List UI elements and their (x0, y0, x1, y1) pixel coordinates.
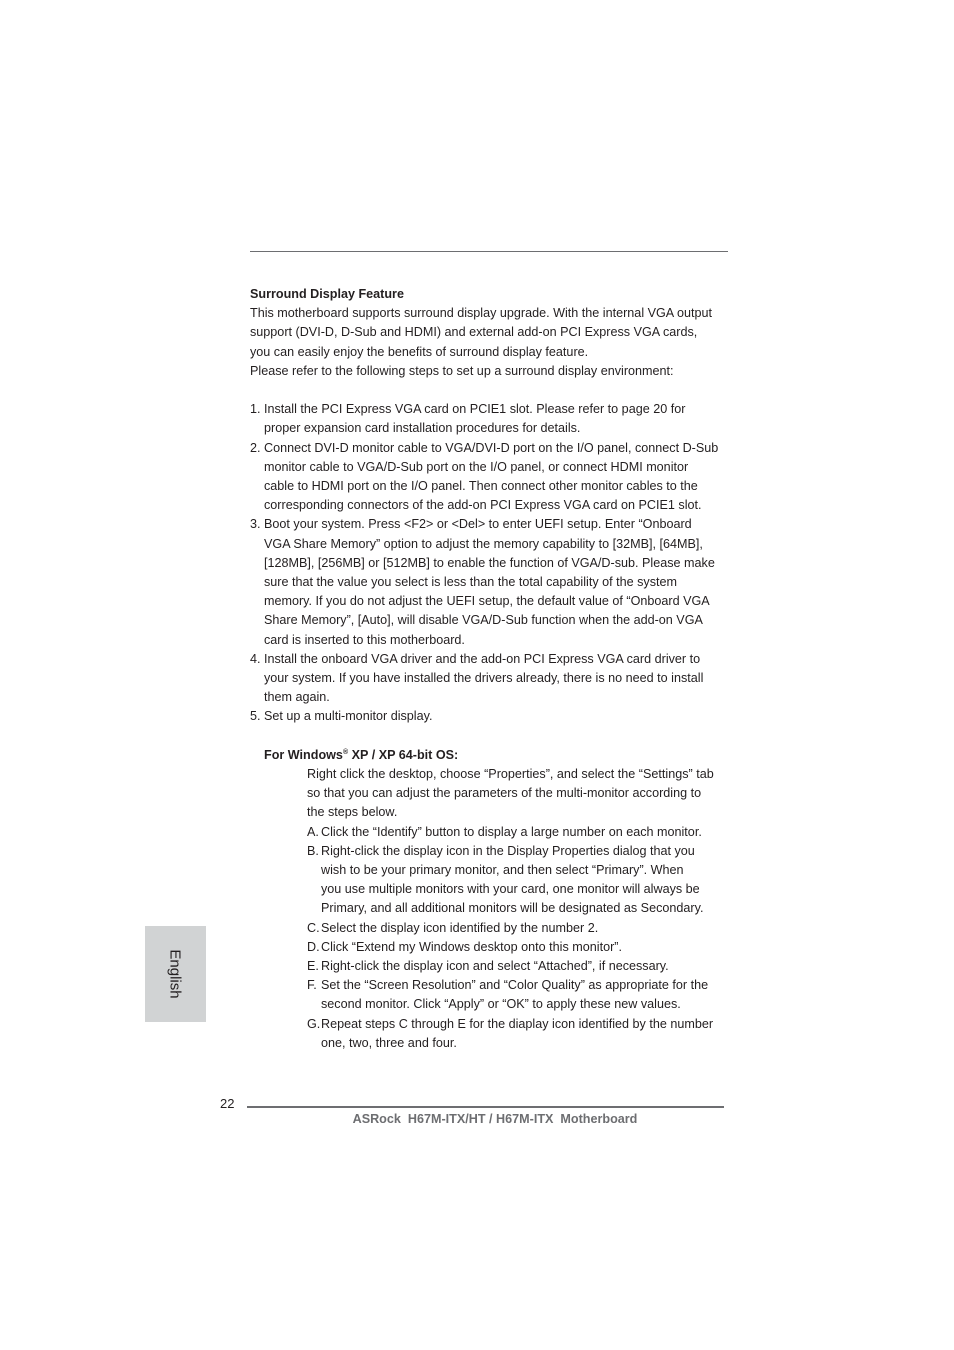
step-line: Install the PCI Express VGA card on PCIE1 slot. Please refer to page 20 for (264, 402, 686, 417)
step-line: [128MB], [256MB] or [512MB] to enable the function of VGA/D-sub. Please make (264, 555, 715, 570)
windows-heading (250, 746, 730, 765)
substep-line: Right-click the display icon and select “Attached”, if necessary. (321, 959, 669, 974)
step-number: 4. (250, 651, 261, 666)
substep-letter: F. (307, 978, 317, 993)
language-side-tab (145, 926, 206, 1022)
step-line: VGA Share Memory” option to adjust the memory capability to [32MB], [64MB], (264, 536, 703, 551)
windows-intro-line: the steps below. (307, 805, 398, 820)
step-item (250, 707, 730, 726)
substep-item (307, 1015, 730, 1053)
substep-line: wish to be your primary monitor, and then select “Primary”. When (321, 863, 684, 878)
step-line: sure that the value you select is less than the total capability of the system (264, 575, 678, 590)
substep-line: Repeat steps C through E for the diaplay icon identified by the number (321, 1016, 714, 1031)
substep-line: Right-click the display icon in the Display Properties dialog that you (321, 843, 695, 858)
substep-item (307, 938, 730, 957)
substep-item (307, 919, 730, 938)
step-item (250, 439, 730, 516)
step-number: 5. (250, 709, 261, 724)
step-line: memory. If you do not adjust the UEFI setup, the default value of “Onboard VGA (264, 594, 710, 609)
windows-substeps (250, 823, 730, 1053)
step-number: 3. (250, 517, 261, 532)
step-line: your system. If you have installed the drivers already, there is no need to install (264, 671, 704, 686)
substep-letter: G. (307, 1016, 321, 1031)
registered-mark: ® (342, 748, 349, 756)
step-line: them again. (264, 690, 330, 705)
substep-line: second monitor. Click “Apply” or “OK” to apply these new values. (321, 997, 681, 1012)
substep-item (307, 957, 730, 976)
page-number: 22 (220, 1096, 235, 1111)
substep-letter: A. (307, 824, 319, 839)
step-number: 2. (250, 440, 261, 455)
substep-line: Set the “Screen Resolution” and “Color Quality” as appropriate for the (321, 978, 709, 993)
step-line: Set up a multi-monitor display. (264, 709, 433, 724)
footer-title: ASRock H67M-ITX/HT / H67M-ITX Motherboard (352, 1112, 638, 1126)
step-item (250, 400, 730, 438)
intro-line: This motherboard supports surround display upgrade. With the internal VGA output (250, 306, 713, 321)
setup-steps (250, 400, 730, 726)
substep-letter: D. (307, 939, 320, 954)
page-content (250, 285, 730, 1053)
windows-intro-line: Right click the desktop, choose “Properties”, and select the “Settings” tab (307, 767, 714, 782)
intro-line: support (DVI-D, D-Sub and HDMI) and external add-on PCI Express VGA cards, (250, 325, 698, 340)
substep-item (307, 842, 730, 919)
step-line: cable to HDMI port on the I/O panel. Then connect other monitor cables to the (264, 479, 698, 494)
section-title: Surround Display Feature (250, 287, 404, 301)
intro-line: you can easily enjoy the benefits of surround display feature. (250, 344, 589, 359)
substep-line: Primary, and all additional monitors will be designated as Secondary. (321, 901, 704, 916)
intro-line: Please refer to the following steps to set up a surround display environment: (250, 363, 674, 378)
substep-letter: B. (307, 843, 319, 858)
language-tab-label: English (166, 949, 184, 999)
substep-item (307, 976, 730, 1014)
substep-line: Select the display icon identified by the number 2. (321, 920, 599, 935)
step-item (250, 650, 730, 708)
windows-heading-suffix: XP / XP 64-bit OS: (348, 747, 459, 762)
step-line: card is inserted to this motherboard. (264, 632, 465, 647)
windows-intro-line: so that you can adjust the parameters of the multi-monitor according to (307, 786, 702, 801)
substep-line: you use multiple monitors with your card, one monitor will always be (321, 882, 700, 897)
step-line: Share Memory”, [Auto], will disable VGA/D-Sub function when the add-on VGA (264, 613, 703, 628)
step-line: corresponding connectors of the add-on PCI Express VGA card on PCIE1 slot. (264, 498, 702, 513)
step-number: 1. (250, 402, 261, 417)
footer-divider (247, 1106, 724, 1108)
windows-heading-prefix: For Windows (264, 747, 343, 762)
step-item (250, 515, 730, 649)
step-line: monitor cable to VGA/D-Sub port on the I/O panel, or connect HDMI monitor (264, 459, 689, 474)
step-line: Boot your system. Press <F2> or <Del> to enter UEFI setup. Enter “Onboard (264, 517, 692, 532)
step-line: Connect DVI-D monitor cable to VGA/DVI-D port on the I/O panel, connect D-Sub (264, 440, 719, 455)
step-line: Install the onboard VGA driver and the add-on PCI Express VGA card driver to (264, 651, 701, 666)
substep-letter: E. (307, 959, 319, 974)
step-line: proper expansion card installation procedures for details. (264, 421, 581, 436)
substep-item (307, 823, 730, 842)
substep-line: Click “Extend my Windows desktop onto this monitor”. (321, 939, 622, 954)
substep-letter: C. (307, 920, 320, 935)
substep-line: Click the “Identify” button to display a large number on each monitor. (321, 824, 702, 839)
substep-line: one, two, three and four. (321, 1035, 457, 1050)
top-divider (250, 251, 728, 252)
